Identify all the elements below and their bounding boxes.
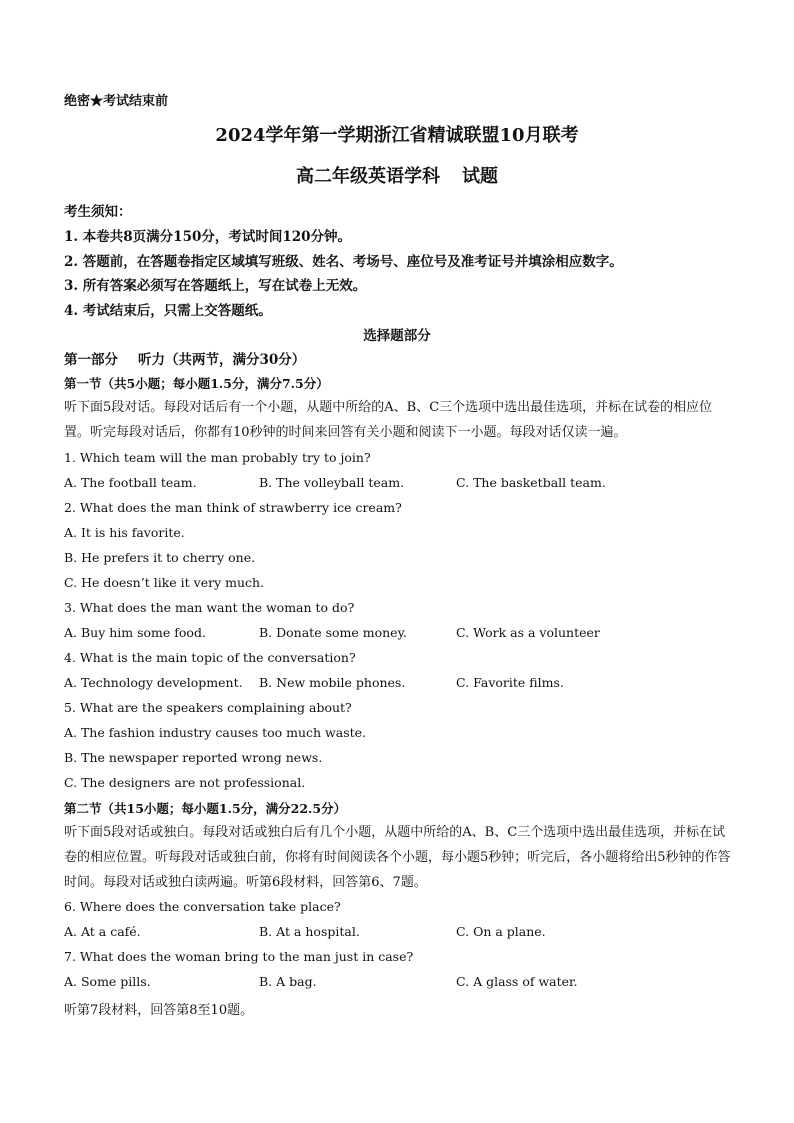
question-stem: 2. What does the man think of strawberry ice cream? — [64, 500, 402, 515]
option-c: C. He doesn’t like it very much. — [64, 575, 265, 590]
option-c: C. The basketball team. — [456, 475, 606, 490]
option-a: A. Buy him some food. — [64, 625, 206, 640]
question-stem: 3. What does the man want the woman to do? — [64, 600, 355, 615]
question-stem: 4. What is the main topic of the conversation? — [64, 650, 356, 665]
question-stem: 6. Where does the conversation take place? — [64, 899, 341, 914]
question-stem: 1. Which team will the man probably try to join? — [64, 450, 371, 465]
option-b: B. At a hospital. — [259, 924, 360, 939]
part-title: 听力（共两节，满分30分） — [138, 352, 306, 368]
option-a: A. The football team. — [64, 475, 197, 490]
option-c: C. A glass of water. — [456, 974, 578, 989]
option-b: B. A bag. — [259, 974, 317, 989]
section-title: 选择题部分 — [363, 328, 431, 344]
part-heading — [64, 348, 305, 368]
option-c: C. On a plane. — [456, 924, 546, 939]
section1-instructions: 听下面5段对话。每段对话后有一个小题，从题中所给的A、B、C三个选项中选出最佳选项，并标在试卷的相应位置。听完每段对话后，你都有10秒钟的时间来回答有关小题和阅读下一小题。每段对话仅读一遍。 — [64, 400, 713, 440]
question-stem: 7. What does the woman bring to the man just in case? — [64, 949, 414, 964]
option-c: C. Favorite films. — [456, 675, 564, 690]
option-a: A. Technology development. — [64, 675, 243, 690]
notice-item: 3. 所有答案必须写在答题纸上，写在试卷上无效。 — [64, 278, 367, 294]
section1-heading: 第一节（共5小题；每小题1.5分，满分7.5分） — [64, 376, 329, 391]
notice-item: 2. 答题前，在答题卷指定区域填写班级、姓名、考场号、座位号及准考证号并填涂相应数字。 — [64, 254, 623, 270]
part-label: 第一部分 — [64, 352, 118, 368]
option-a: A. The fashion industry causes too much waste. — [64, 725, 367, 740]
question-stem: 5. What are the speakers complaining about? — [64, 700, 352, 715]
option-c: C. Work as a volunteer — [456, 625, 600, 640]
section2-instructions: 听下面5段对话或独白。每段对话或独白后有几个小题，从题中所给的A、B、C三个选项中选出最佳选项，并标在试卷的相应位置。听每段对话或独白前，你将有时间阅读各个小题，每小题5秒钟；听完后，各小题将给出5秒钟的作答时间。每段对话或独白读两遍。听第6段材料，回答第6、7题。 — [64, 825, 731, 890]
option-c: C. The designers are not professional. — [64, 775, 306, 790]
option-b: B. He prefers it to cherry one. — [64, 550, 256, 565]
exam-subtitle — [0, 162, 794, 188]
option-a: A. It is his favorite. — [64, 525, 185, 540]
notice-item: 1. 本卷共8页满分150分，考试时间120分钟。 — [64, 229, 352, 245]
notice-heading: 考生须知： — [64, 204, 132, 220]
option-b: B. The volleyball team. — [259, 475, 405, 490]
option-b: B. Donate some money. — [259, 625, 407, 640]
option-a: A. At a café. — [64, 924, 141, 939]
option-a: A. Some pills. — [64, 974, 151, 989]
option-b: B. New mobile phones. — [259, 675, 406, 690]
exam-title: 2024学年第一学期浙江省精诚联盟10月联考 — [215, 125, 579, 146]
option-b: B. The newspaper reported wrong news. — [64, 750, 323, 765]
exam-subtitle-paper: 试题 — [462, 166, 498, 187]
confidential-label: 绝密★考试结束前 — [64, 94, 169, 109]
exam-subtitle-grade: 高二年级英语学科 — [296, 166, 440, 187]
next-material-instruction: 听第7段材料，回答第8至10题。 — [64, 1003, 254, 1018]
notice-item: 4. 考试结束后，只需上交答题纸。 — [64, 303, 272, 319]
section2-heading: 第二节（共15小题；每小题1.5分，满分22.5分） — [64, 801, 347, 816]
